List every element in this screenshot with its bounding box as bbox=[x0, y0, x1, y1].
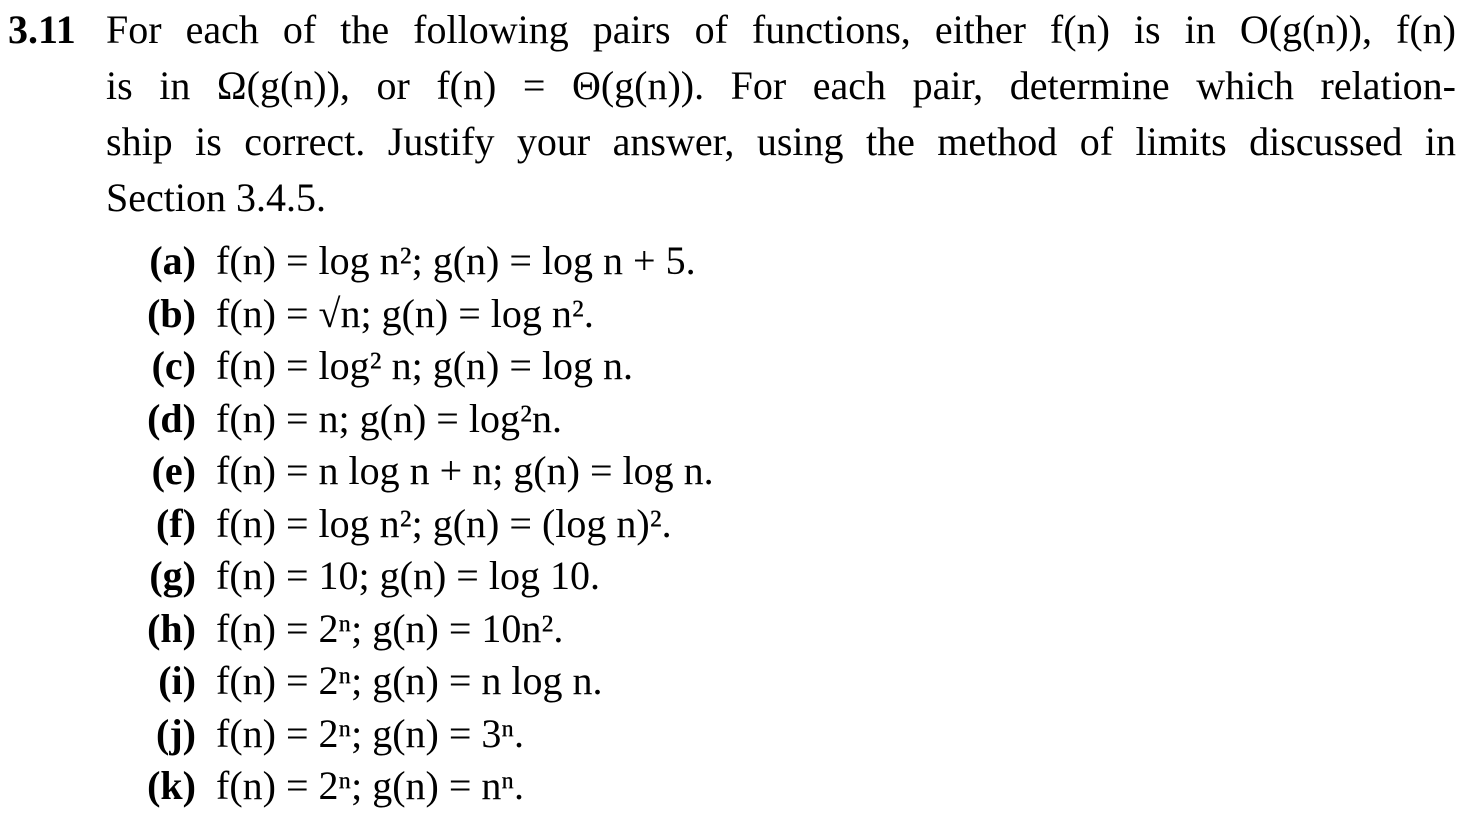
part-item-d bbox=[124, 393, 714, 446]
part-label: (f) bbox=[156, 500, 196, 546]
statement-line: Section 3.4.5. bbox=[106, 175, 326, 220]
part-label: (d) bbox=[147, 395, 196, 441]
part-item-i bbox=[124, 655, 714, 708]
part-expression: f(n) = √n; g(n) = log n². bbox=[216, 290, 594, 336]
part-label: (c) bbox=[151, 343, 196, 388]
part-item-e bbox=[124, 445, 714, 498]
part-expression: f(n) = log n²; g(n) = log n + 5. bbox=[216, 238, 696, 283]
part-expression: f(n) = 10; g(n) = log 10. bbox=[216, 553, 600, 598]
part-label: (k) bbox=[147, 763, 196, 808]
part-item-f bbox=[124, 498, 714, 551]
part-label: (g) bbox=[149, 553, 196, 598]
part-label: (a) bbox=[149, 238, 196, 283]
part-item-b bbox=[124, 288, 714, 341]
part-item-a bbox=[124, 235, 714, 288]
statement-line: ship is correct. Justify your answer, using the method of limits discussed in bbox=[106, 119, 1456, 164]
part-item-g bbox=[124, 550, 714, 603]
statement-line: is in Ω(g(n)), or f(n) = Θ(g(n)). For each pair, determine which relation- bbox=[106, 63, 1456, 108]
part-expression: f(n) = 2ⁿ; g(n) = 3ⁿ. bbox=[216, 710, 525, 756]
part-label: (j) bbox=[156, 710, 196, 756]
part-label: (i) bbox=[158, 658, 196, 703]
part-expression: f(n) = 2ⁿ; g(n) = nⁿ. bbox=[216, 763, 525, 808]
parts-list bbox=[124, 235, 714, 813]
part-label: (h) bbox=[147, 605, 196, 651]
part-label: (b) bbox=[147, 290, 196, 336]
part-expression: f(n) = n; g(n) = log²n. bbox=[216, 395, 562, 441]
part-expression: f(n) = log² n; g(n) = log n. bbox=[216, 343, 634, 388]
part-item-j bbox=[124, 708, 714, 761]
part-expression: f(n) = log n²; g(n) = (log n)². bbox=[216, 500, 672, 546]
part-expression: f(n) = 2ⁿ; g(n) = n log n. bbox=[216, 658, 603, 703]
part-expression: f(n) = 2ⁿ; g(n) = 10n². bbox=[216, 605, 564, 651]
part-item-c bbox=[124, 340, 714, 393]
statement-line: For each of the following pairs of functions, either f(n) is in O(g(n)), f(n) bbox=[106, 7, 1456, 52]
part-item-k bbox=[124, 760, 714, 813]
part-item-h bbox=[124, 603, 714, 656]
part-label: (e) bbox=[151, 448, 196, 493]
problem-number: 3.11 bbox=[8, 7, 76, 52]
problem-statement bbox=[106, 2, 1456, 226]
part-expression: f(n) = n log n + n; g(n) = log n. bbox=[216, 448, 714, 493]
